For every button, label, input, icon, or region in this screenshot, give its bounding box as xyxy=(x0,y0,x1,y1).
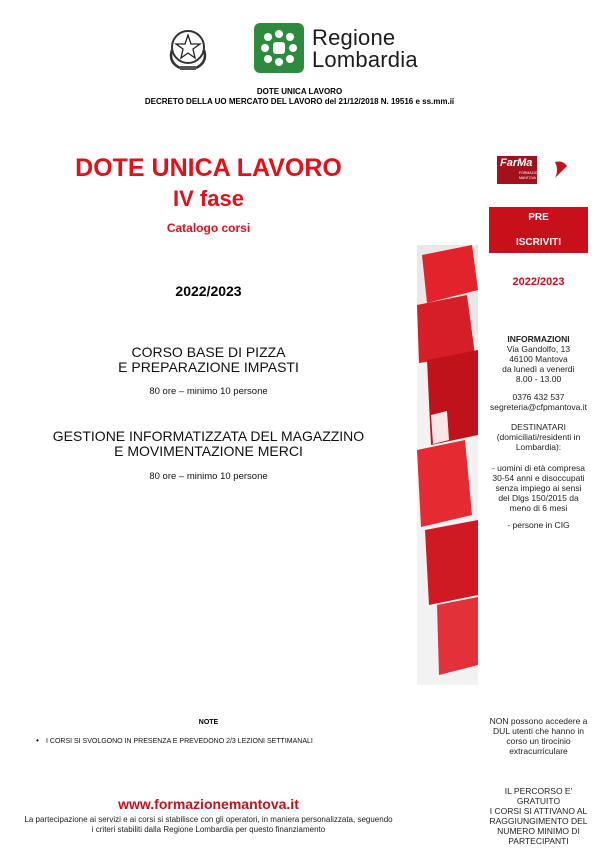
phone-number[interactable]: 0376 432 537 xyxy=(512,392,565,402)
bullet-icon: • xyxy=(36,736,39,745)
email-link[interactable]: segreteria@cfpmantova.it xyxy=(490,402,587,412)
info-line: 8.00 - 13.00 xyxy=(515,374,562,384)
website-link[interactable]: www.formazionemantova.it xyxy=(118,796,299,812)
free-course-line: I CORSI SI ATTIVANO AL xyxy=(489,806,588,816)
red-cubes-decoration xyxy=(417,245,478,685)
course-title-line: CORSO BASE DI PIZZA xyxy=(131,344,286,360)
notes-item: I CORSI SI SVOLGONO IN PRESENZA E PREVEDONO 2/3 LEZIONI SETTIMANALI xyxy=(46,738,313,745)
farma-logo xyxy=(497,156,577,184)
recipients-line: (domiciliati/residenti in xyxy=(496,432,581,442)
page-title: DOTE UNICA LAVORO xyxy=(75,154,342,182)
course-title xyxy=(0,345,417,375)
regione-lombardia-name xyxy=(312,27,418,71)
free-course-line: IL PERCORSO E' xyxy=(504,786,573,796)
notes-heading: NOTE xyxy=(198,719,219,726)
brand-line-2: Lombardia xyxy=(312,47,418,72)
recipients-line: DESTINATARI xyxy=(511,422,566,432)
exclusion-line: corso un tirocinio xyxy=(506,736,571,746)
free-course-line: PARTECIPANTI xyxy=(508,836,569,846)
contact-info xyxy=(485,392,592,412)
info-line: 46100 Mantova xyxy=(509,354,568,364)
sidebar-year: 2022/2023 xyxy=(512,276,565,288)
exclusion-line: NON possono accedere a xyxy=(489,716,588,726)
phase-title: IV fase xyxy=(173,186,244,211)
italian-republic-emblem-icon xyxy=(166,26,210,74)
recipients-item-line: senza impiego ai sensi xyxy=(495,483,582,493)
recipients-item-line: meno di 6 mesi xyxy=(509,503,568,513)
recipients-item: - persone in CIG xyxy=(507,520,570,530)
info-heading: INFORMAZIONI xyxy=(507,334,570,344)
year-label: 2022/2023 xyxy=(175,283,242,299)
course-detail: 80 ore – minimo 10 persone xyxy=(149,386,268,397)
exclusion-line: extracurriculare xyxy=(509,746,568,756)
recipients-item xyxy=(485,463,592,513)
rosa-camuna-icon xyxy=(254,23,304,73)
course-detail: 80 ore – minimo 10 persone xyxy=(149,471,268,482)
doc-decree-line: DECRETO DELLA UO MERCATO DEL LAVORO del 21/12/2018 N. 19516 e ss.mm.ii xyxy=(144,97,455,106)
course-title xyxy=(0,429,417,459)
info-line: Via Gandolfo, 13 xyxy=(506,344,571,354)
recipients-item-line: - uomini di età compresa xyxy=(491,463,586,473)
exclusion-line: DUL utenti che hanno in xyxy=(493,726,584,736)
free-course-note xyxy=(480,786,597,846)
preiscriviti-line-1: PRE xyxy=(528,212,549,223)
course-title-line: E MOVIMENTAZIONE MERCI xyxy=(114,443,303,459)
catalog-subtitle: Catalogo corsi xyxy=(166,221,251,235)
recipients-heading xyxy=(485,422,592,452)
doc-program-line: DOTE UNICA LAVORO xyxy=(256,87,343,96)
farma-logo-sub: FORMAZIONE xyxy=(519,171,543,175)
info-line: da lunedì a venerdì xyxy=(502,364,575,374)
preiscriviti-line-2: ISCRIVITI xyxy=(515,237,561,248)
info-address xyxy=(485,344,592,384)
exclusion-note xyxy=(485,716,592,756)
recipients-item-line: del Dlgs 150/2015 da xyxy=(498,493,579,503)
footer-line: i criteri stabiliti dalla Regione Lombardia per questo finanziamento xyxy=(91,825,326,834)
farma-logo-text: FarMa xyxy=(500,157,533,169)
recipients-line: Lombardia): xyxy=(515,442,562,452)
footer-line: La partecipazione ai servizi e ai corsi si stabilisce con gli operatori, in maniera personalizzata, seguendo xyxy=(24,815,393,824)
farma-logo-sub: MANTOVA xyxy=(519,176,536,180)
free-course-line: RAGGIUNGIMENTO DEL xyxy=(489,816,588,826)
course-title-line: E PREPARAZIONE IMPASTI xyxy=(118,359,299,375)
course-title-line: GESTIONE INFORMATIZZATA DEL MAGAZZINO xyxy=(52,428,365,444)
regione-lombardia-logo xyxy=(254,23,304,73)
free-course-line: NUMERO MINIMO DI xyxy=(497,826,580,836)
footer-text xyxy=(0,815,417,835)
free-course-line: GRATUITO xyxy=(516,796,561,806)
recipients-item-line: 30-54 anni e disoccupati xyxy=(492,473,585,483)
brand-line-1: Regione xyxy=(312,25,396,50)
